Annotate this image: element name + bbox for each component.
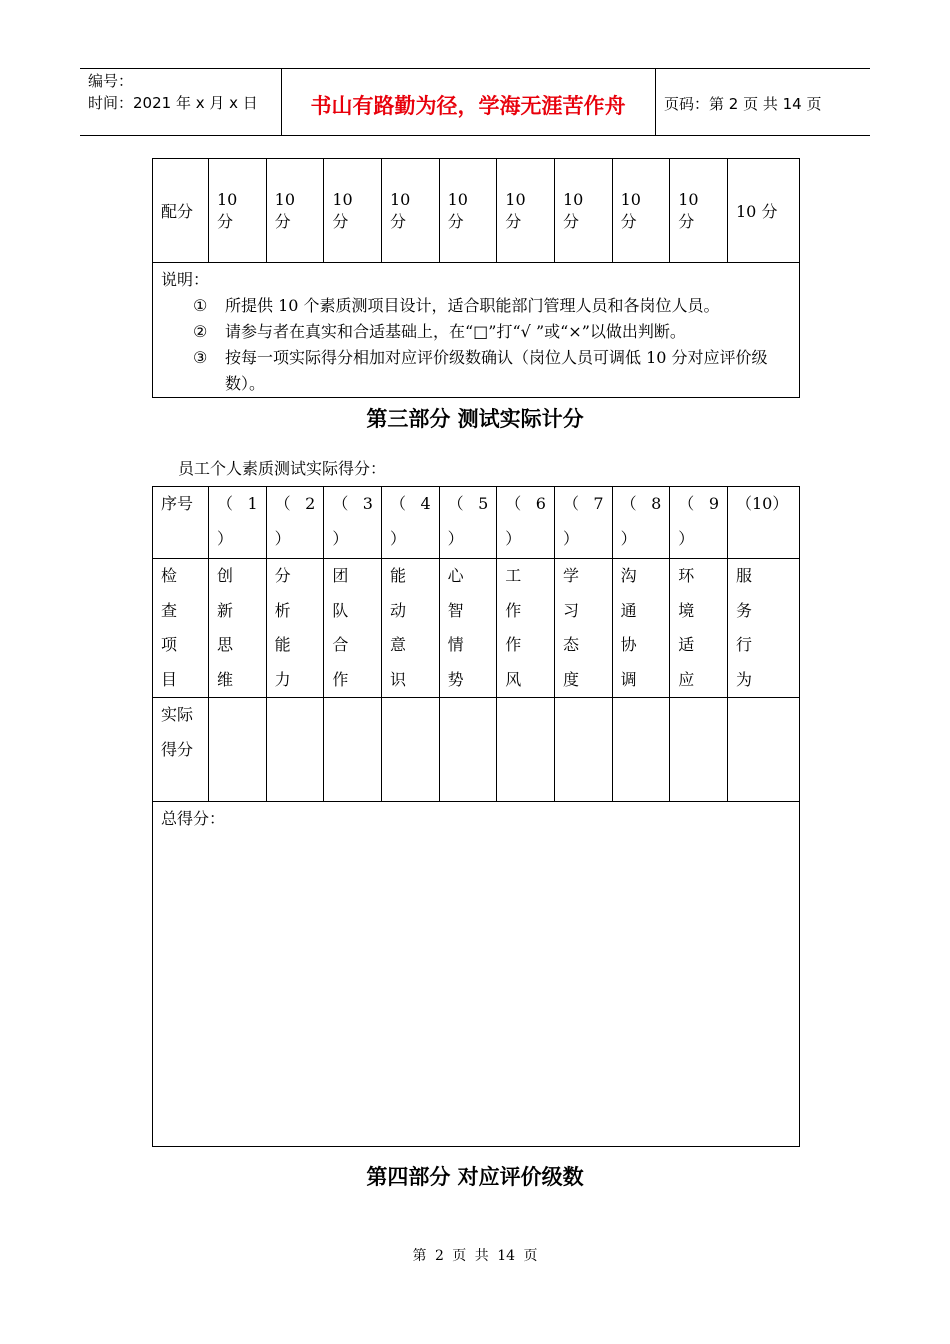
item-row [153, 559, 800, 698]
part4-title: 第四部分 对应评价级数 [366, 1165, 584, 1189]
item-cell: 创 新 思 维 [209, 559, 267, 698]
item-cell: 心 智 情 势 [439, 559, 497, 698]
score-cell: 10 分 [324, 159, 382, 263]
header-number-label: 编号： [88, 72, 134, 90]
sequence-number: 1 [247, 494, 258, 513]
score-entry-cell[interactable] [324, 698, 382, 802]
sequence-cell [554, 487, 612, 559]
sequence-number: 5 [478, 494, 489, 513]
paren-open: （ [332, 494, 349, 513]
paren-close: ） [562, 528, 579, 548]
evaluation-table [152, 486, 800, 1147]
paren-close: ） [505, 528, 522, 548]
sequence-cell [381, 487, 439, 559]
score-row-label: 配分 [153, 159, 209, 263]
paren-close: ） [620, 528, 637, 548]
item-cell: 分 析 能 力 [266, 559, 324, 698]
note-text: 请参与者在真实和合适基础上，在“□”打“√ ”或“×”以做出判断。 [225, 322, 686, 341]
sequence-number: 2 [305, 494, 316, 513]
score-entry-cell[interactable] [497, 698, 555, 802]
score-cell: 10 分 [497, 159, 555, 263]
score-cell: 10 分 [209, 159, 267, 263]
paren-open: （ [447, 494, 464, 513]
intro-text: 员工个人素质测试实际得分： [178, 459, 387, 478]
note-text: 按每一项实际得分相加对应评价级数确认（岗位人员可调低 10 分对应评价级数）。 [225, 348, 768, 393]
sequence-cell [497, 487, 555, 559]
score-cell: 10 分 [612, 159, 670, 263]
note-item [161, 293, 791, 319]
item-cell: 工 作 作 风 [497, 559, 555, 698]
score-entry-cell[interactable] [209, 698, 267, 802]
score-cell: 10 分 [439, 159, 497, 263]
score-entry-cell[interactable] [554, 698, 612, 802]
paren-close: ） [678, 528, 695, 548]
paren-open: （ [620, 494, 637, 513]
item-cell: 能 动 意 识 [381, 559, 439, 698]
paren-open: （ [678, 494, 695, 513]
header-meta [88, 70, 258, 114]
actual-score-label: 实际 得分 [153, 698, 209, 802]
score-entry-cell[interactable] [612, 698, 670, 802]
notes-row [153, 263, 800, 398]
sequence-row [153, 487, 800, 559]
header-motto: 书山有路勤为径，学海无涯苦作舟 [310, 94, 626, 118]
paren-close: ） [389, 528, 406, 548]
score-allocation-table [152, 158, 800, 398]
score-cell: 10 分 [554, 159, 612, 263]
sequence-number: 3 [362, 494, 373, 513]
page-footer: 第 2 页 共 14 页 [412, 1248, 538, 1264]
note-item [161, 319, 791, 345]
sequence-number: 9 [708, 494, 719, 513]
sequence-number: 6 [535, 494, 546, 513]
header-top-rule [80, 68, 870, 69]
score-row [153, 159, 800, 263]
paren-open: （ [562, 494, 579, 513]
paren-close: ） [332, 528, 349, 548]
sequence-cell [612, 487, 670, 559]
item-cell: 团 队 合 作 [324, 559, 382, 698]
item-cell: 环 境 适 应 [670, 559, 728, 698]
score-cell: 10 分 [381, 159, 439, 263]
notes-title: 说明： [161, 270, 210, 289]
header-page-info: 页码：第 2 页 共 14 页 [664, 95, 822, 113]
total-score-row [153, 802, 800, 1147]
header-divider [655, 68, 656, 136]
note-item [161, 345, 791, 397]
paren-open: （ [274, 494, 291, 513]
note-number: ③ [193, 348, 208, 367]
score-entry-cell[interactable] [670, 698, 728, 802]
note-number: ① [193, 296, 208, 315]
sequence-cell [266, 487, 324, 559]
item-cell: 沟 通 协 调 [612, 559, 670, 698]
actual-score-row [153, 698, 800, 802]
sequence-number: 8 [651, 494, 662, 513]
header-time-label: 时间：2021 年 x 月 x 日 [88, 94, 258, 112]
paren-close: ） [447, 528, 464, 548]
score-entry-cell[interactable] [728, 698, 800, 802]
total-score-cell[interactable] [153, 802, 800, 1147]
sequence-cell [324, 487, 382, 559]
sequence-cell [439, 487, 497, 559]
total-score-label: 总得分： [161, 809, 226, 828]
paren-close: ） [274, 528, 291, 548]
sequence-cell [670, 487, 728, 559]
item-label: 检 查 项 目 [153, 559, 209, 698]
sequence-cell [209, 487, 267, 559]
item-cell: 服 务 行 为 [728, 559, 800, 698]
score-entry-cell[interactable] [381, 698, 439, 802]
note-number: ② [193, 322, 208, 341]
score-entry-cell[interactable] [439, 698, 497, 802]
notes-cell [153, 263, 800, 398]
sequence-label: 序号 [153, 487, 209, 559]
item-cell: 学 习 态 度 [554, 559, 612, 698]
header-bottom-rule [80, 135, 870, 136]
score-cell: 10 分 [670, 159, 728, 263]
sequence-cell-last: （10） [728, 487, 800, 559]
score-cell: 10 分 [728, 159, 800, 263]
paren-open: （ [505, 494, 522, 513]
paren-open: （ [389, 494, 406, 513]
part3-title: 第三部分 测试实际计分 [366, 407, 584, 431]
score-entry-cell[interactable] [266, 698, 324, 802]
note-text: 所提供 10 个素质测项目设计，适合职能部门管理人员和各岗位人员。 [225, 296, 720, 315]
sequence-number: 7 [593, 494, 604, 513]
paren-close: ） [217, 528, 234, 548]
score-cell: 10 分 [266, 159, 324, 263]
sequence-number: 4 [420, 494, 431, 513]
paren-open: （ [217, 494, 234, 513]
